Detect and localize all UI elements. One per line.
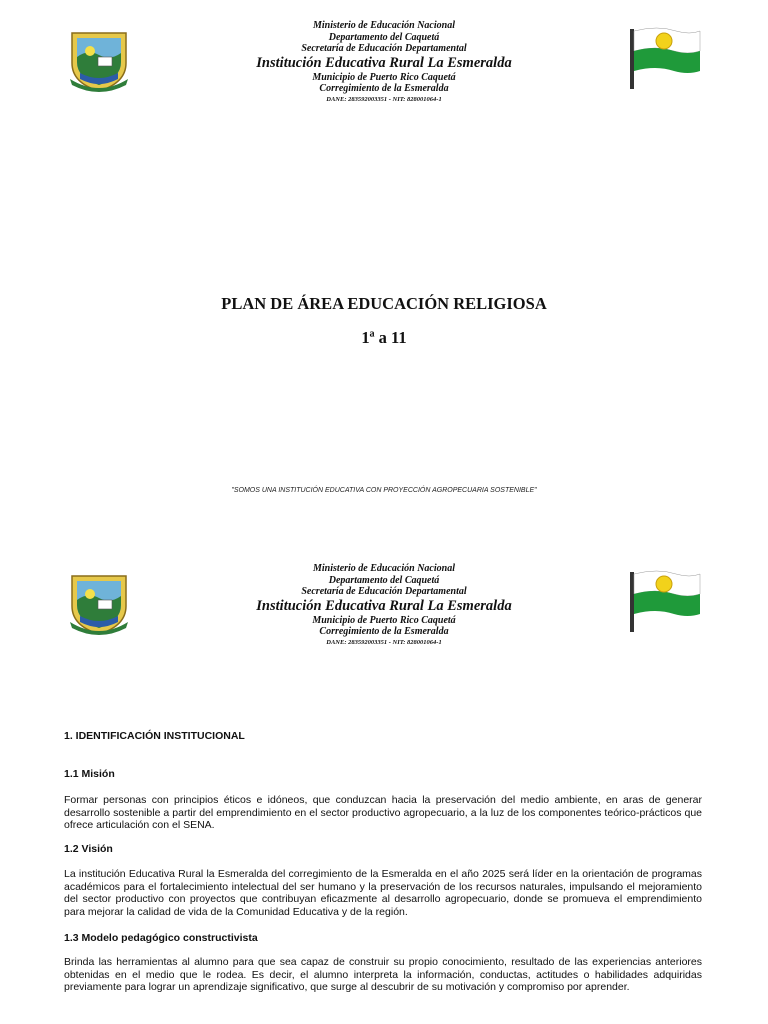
header-department: Departamento del Caquetá [328,574,440,586]
header-secretariat: Secretaría de Educación Departamental [301,586,467,598]
header-corregimiento: Corregimiento de la Esmeralda [319,83,449,95]
header-dane-nit: DANE: 283592003351 - NIT: 828001064-1 [326,95,442,103]
header-dane-nit: DANE: 283592003351 - NIT: 828001064-1 [326,638,442,646]
header-ministry: Ministerio de Educación Nacional [313,20,455,31]
vision-heading: 1.2 Visión [64,843,113,855]
mision-text: Formar personas con principios éticos e idóneos, que conduzcan hacia la preservación del medio ambiente, en aras de generar desarrollo sostenible a partir del emprendimiento en el sector productivo agropecuario, a la luz de los componentes teórico-prácticos que ofrece articulación con el SENA. [64,794,702,832]
modelo-heading: 1.3 Modelo pedagógico constructivista [64,932,258,944]
header-institution: Institución Educativa Rural La Esmeralda [256,54,512,71]
header-municipality: Municipio de Puerto Rico Caquetá [312,71,456,83]
municipal-flag-icon [628,568,702,632]
header-department: Departamento del Caquetá [328,31,440,43]
mision-heading: 1.1 Misión [64,768,115,780]
grade-range: 1ª a 11 [361,328,407,347]
letterhead-top [0,20,768,110]
letterhead-second [0,563,768,653]
section-heading: 1. IDENTIFICACIÓN INSTITUCIONAL [64,730,245,742]
vision-text: La institución Educativa Rural la Esmeralda del corregimiento de la Esmeralda en el año 2025 será líder en la orientación de programas académicos para el fortalecimiento intelectual del ser humano y la preservación de los recursos naturales, impulsando el mejoramiento del sector productivo con proyectos que contribuyan eficazmente al desarrollo agropecuario, donde se promueva el emprendimiento para mejorar la calidad de vida de la Comunidad Educativa y de la región. [64,868,702,918]
institutional-motto: "SOMOS UNA INSTITUCIÓN EDUCATIVA CON PROYECCIÓN AGROPECUARIA SOSTENIBLE" [231,487,537,494]
header-secretariat: Secretaría de Educación Departamental [301,43,467,55]
plan-title: PLAN DE ÁREA EDUCACIÓN RELIGIOSA [221,294,547,313]
modelo-text: Brinda las herramientas al alumno para que sea capaz de construir su propio conocimiento, resultado de las experiencias anteriores obtenidas en el medio que le rodea. Es decir, el alumno interpreta la información, conductas, actitudes o habilidades adquiridas previamente para lograr un aprendizaje significativo, que surge al descubrir de su motivación y compromiso por aprender. [64,956,702,994]
header-ministry: Ministerio de Educación Nacional [313,563,455,574]
municipal-flag-icon [628,25,702,89]
header-corregimiento: Corregimiento de la Esmeralda [319,626,449,638]
header-institution: Institución Educativa Rural La Esmeralda [256,597,512,614]
header-municipality: Municipio de Puerto Rico Caquetá [312,614,456,626]
